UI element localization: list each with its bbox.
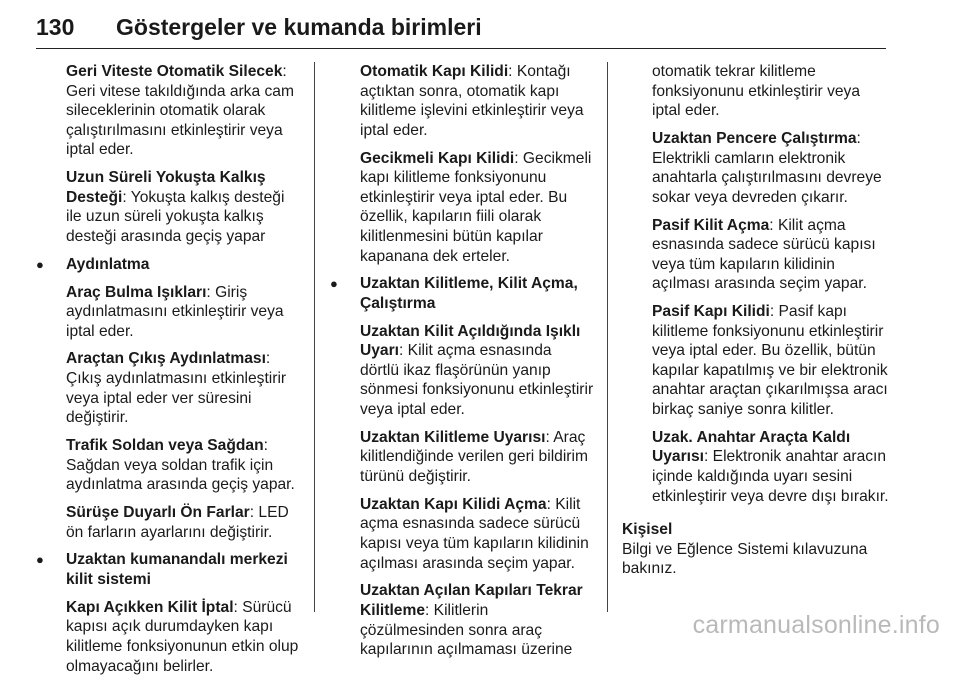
entry-vehicle-locator-lights bbox=[36, 283, 300, 342]
bullet-lighting: ● Aydınlatma bbox=[36, 255, 300, 275]
entry-text: : Kilit açma esnasında sadece sürücü kapısı veya tüm kapıların kilidinin açılması arasında seçim yapar. bbox=[652, 216, 876, 293]
entry-text: : Araç kilitlendiğinde verilen geri bildirim türünü değiştirir. bbox=[360, 428, 588, 486]
column-2 bbox=[330, 62, 594, 668]
entry-auto-door-lock bbox=[330, 62, 594, 140]
entry-text: : Gecikmeli kapı kilitleme fonksiyonunu etkinleştirir veya iptal eder. Bu özellik, kapıların fiili olarak kilitlenmesini bütün kapılar kapanana dek erteler. bbox=[360, 149, 592, 265]
entry-title: Uzaktan Kapı Kilidi Açma bbox=[360, 495, 547, 513]
entry-title: Geri Viteste Otomatik Silecek bbox=[66, 63, 283, 80]
entry-delayed-door-lock bbox=[330, 149, 594, 267]
entry-title: Pasif Kilit Açma bbox=[652, 216, 770, 234]
entry-traffic-side bbox=[36, 436, 300, 495]
entry-continued-text: otomatik tekrar kilitleme fonksiyonunu etkinleştirir veya iptal eder. bbox=[652, 63, 861, 120]
entry-text: : Kontağı açtıktan sonra, otomatik kapı kilitleme işlevini etkinleştirir veya iptal eder. bbox=[360, 63, 584, 139]
entry-remote-door-unlock bbox=[330, 495, 594, 573]
section-heading-personal bbox=[622, 520, 892, 540]
column-1 bbox=[36, 62, 300, 684]
entry-text: : Kilitlerin çözülmesinden sonra araç kapılarının açılmaması üzerine bbox=[360, 601, 573, 659]
entry-text: : Çıkış aydınlatmasını etkinleştirir veya iptal eder ver süresini değiştirir. bbox=[66, 350, 287, 427]
entry-remote-lock-feedback bbox=[330, 428, 594, 487]
page-header bbox=[36, 12, 886, 49]
entry-text: : Yokuşta kalkış desteği ile uzun süreli yokuşta kalkış desteği arasında geçiş yapar bbox=[66, 188, 285, 245]
page-number: 130 bbox=[36, 14, 75, 40]
watermark: carmanualsonline.info bbox=[692, 611, 940, 639]
entry-remote-relock bbox=[330, 581, 594, 659]
entry-title: Uzak. Anahtar Araçta Kaldı Uyarısı bbox=[652, 428, 851, 466]
entry-text: : Kilit açma esnasında sadece sürücü kapısı veya tüm kapıların kilidinin açılması arasında seçim yapar. bbox=[360, 495, 589, 572]
bullet-remote-lock-unlock-start: ● Uzaktan Kilitleme, Kilit Açma, Çalıştırma bbox=[330, 274, 594, 313]
entry-title: Uzaktan Kilitleme Uyarısı bbox=[360, 428, 546, 446]
entry-passive-unlock bbox=[622, 216, 892, 294]
entry-text: : Pasif kapı kilitleme fonksiyonunu etkinleştirir veya iptal eder. Bu özellik, bütün kapılar kapatılmış ve bir elektronik anahtar araçtan çıkarılmışsa aracı birkaç saniye sonra kilitler. bbox=[652, 303, 888, 419]
column-divider bbox=[607, 62, 608, 612]
entry-text: : Elektrikli camların elektronik anahtarla çalıştırılmasını devreye sokar veya devreden çıkarır. bbox=[652, 129, 882, 206]
entry-reverse-wiper bbox=[36, 62, 300, 160]
entry-text: : Elektronik anahtar aracın içinde kaldığında uyarı sesini etkinleştirir veya devre dışı bırakır. bbox=[652, 448, 889, 505]
entry-remote-window-operation bbox=[622, 129, 892, 207]
entry-title: Uzun Süreli Yokuşta Kalkış Desteği bbox=[66, 169, 266, 206]
entry-text: : LED ön farların ayarlarını değiştirir. bbox=[66, 504, 289, 541]
entry-adaptive-headlights bbox=[36, 503, 300, 542]
entry-passive-door-lock bbox=[622, 302, 892, 420]
entry-title: Uzaktan Pencere Çalıştırma bbox=[652, 129, 857, 147]
entry-title: Araçtan Çıkış Aydınlatması bbox=[66, 350, 266, 368]
entry-text: : Sağdan veya soldan trafik için aydınlatma arasında geçiş yapar. bbox=[66, 437, 295, 494]
entry-text: : Geri vitese takıldığında arka cam sileceklerinin otomatik olarak çalıştırılmasını etkinleştirir veya iptal eder. bbox=[66, 63, 294, 159]
entry-exit-lighting bbox=[36, 349, 300, 427]
page-title: Göstergeler ve kumanda birimleri bbox=[116, 14, 482, 40]
entry-title: Araç Bulma Işıkları bbox=[66, 283, 207, 301]
entry-title: Sürüşe Duyarlı Ön Farlar bbox=[66, 504, 250, 521]
entry-title: Pasif Kapı Kilidi bbox=[652, 303, 770, 321]
column-divider bbox=[314, 62, 315, 612]
entry-title: Otomatik Kapı Kilidi bbox=[360, 63, 509, 80]
entry-text: : Kilit açma esnasında dörtlü ikaz flaşörünün yanıp sönmesi fonksiyonunu etkinleştirir veya iptal eder. bbox=[360, 342, 594, 419]
section-heading: Kişisel bbox=[622, 521, 673, 539]
entry-text: : Sürücü kapısı açık durumdayken kapı kilitleme fonksiyonunun etkin olup olmayacağını belirler. bbox=[66, 598, 299, 675]
column-3 bbox=[622, 62, 892, 579]
entry-title: Trafik Soldan veya Sağdan bbox=[66, 437, 264, 455]
entry-door-open-lock-cancel bbox=[36, 598, 300, 676]
entry-hill-start-assist bbox=[36, 168, 300, 246]
entry-title: Uzaktan Kilit Açıldığında Işıklı Uyarı bbox=[360, 322, 581, 360]
entry-title: Gecikmeli Kapı Kilidi bbox=[360, 149, 515, 167]
entry-text: : Giriş aydınlatmasını etkinleştirir veya iptal eder. bbox=[66, 283, 284, 340]
entry-title: Uzaktan Açılan Kapıları Tekrar Kilitleme bbox=[360, 582, 583, 619]
entry-key-left-in-vehicle-alert bbox=[622, 428, 892, 506]
entry-remote-unlock-light-feedback bbox=[330, 322, 594, 420]
entry-title: Kapı Açıkken Kilit İptal bbox=[66, 598, 234, 616]
bullet-remote-central-locking: ● Uzaktan kumanandalı merkezi kilit sistemi bbox=[36, 550, 300, 589]
section-text-personal: Bilgi ve Eğlence Sistemi kılavuzuna bakınız. bbox=[622, 540, 868, 578]
